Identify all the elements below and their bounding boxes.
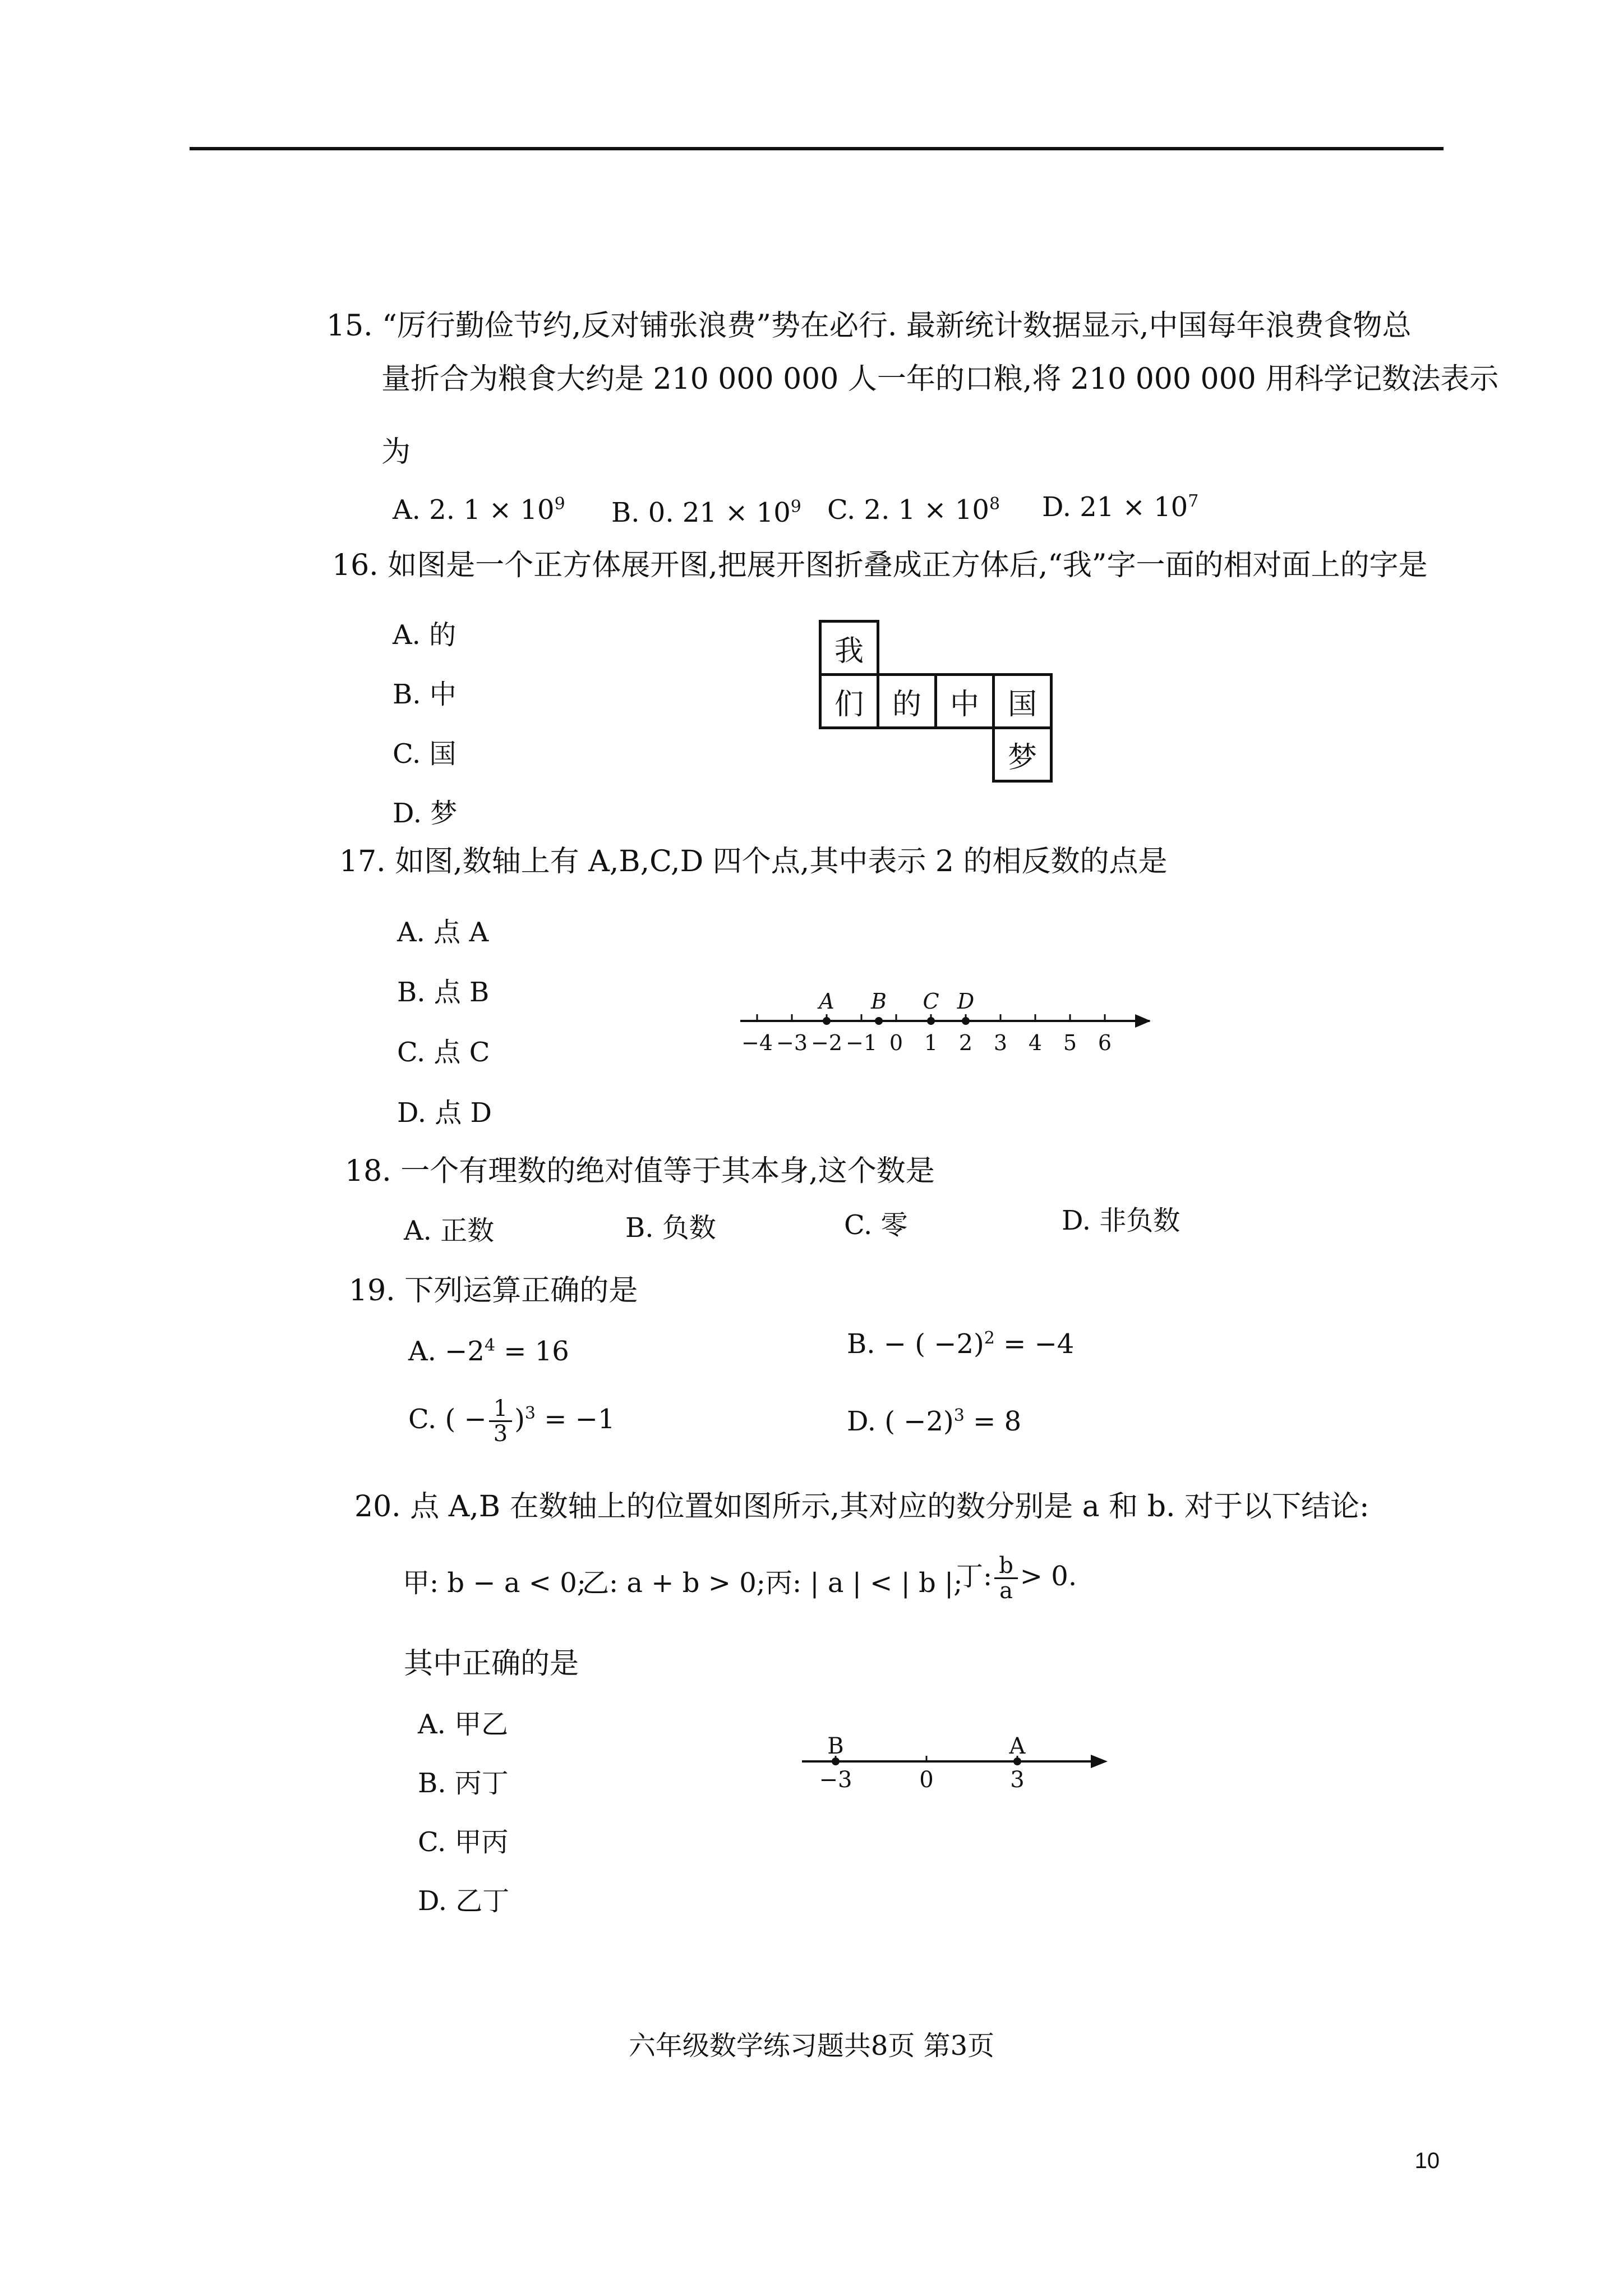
nl17-tick-label--3: −3 [776,1030,808,1055]
cube-face-meng: 梦 [992,726,1053,783]
q19-stem: 19. 下列运算正确的是 [349,1274,638,1308]
nl17-point-label-A: A [819,989,834,1014]
nl17-tick-label-2: 2 [958,1030,973,1055]
nl17-point-label-C: C [923,989,939,1014]
cube-face-wo: 我 [819,620,879,676]
q18-option-a: A. 正数 [404,1215,495,1246]
q20-option-a: A. 甲乙 [418,1709,509,1740]
cube-face-zhong: 中 [934,673,995,729]
q20-option-d: D. 乙丁 [418,1885,510,1917]
number-line-q20 [785,1728,1122,1812]
q20-statement-yi: 乙: a + b > 0; [582,1567,766,1599]
number-line-q20-arrow [1091,1755,1108,1768]
nl17-point-label-B: B [871,989,887,1014]
q19-option-b: B. − ( −2)$^2$ = −4 [847,1328,1075,1360]
nl20-point-label-A: A [1009,1733,1026,1759]
q16-option-c: C. 国 [393,738,457,770]
q16-option-b: B. 中 [393,679,457,710]
q19-option-c: C. ( − $\frac{1}{3}$ )$^3$ = −1 [408,1396,615,1447]
page-footer: 六年级数学练习题共8页 第3页 [628,2030,995,2062]
q15-line1: 15. “厉行勤俭节约,反对铺张浪费”势在必行. 最新统计数据显示,中国每年浪费食物总 [326,309,1412,343]
number-line-q17 [729,976,1166,1060]
cube-face-de: 的 [877,673,937,729]
number-line-q17-arrow [1135,1014,1151,1028]
nl17-point-D [962,1017,970,1025]
q20-which-correct: 其中正确的是 [404,1647,579,1681]
q19-c-fraction: $\frac{1}{3}$ [489,1397,512,1446]
nl17-point-B [875,1017,883,1025]
nl17-point-A [823,1017,831,1025]
q20-statement-ding: 丁: $\frac{b}{a}$ > 0. [956,1553,1077,1604]
nl20-tick-label-0: 0 [919,1767,934,1793]
cube-face-guo: 国 [992,673,1053,729]
q15-option-c: C. 2. $1 \times 10^8$ [827,494,1000,526]
q15-line3: 为 [381,435,411,469]
nl17-tick-label--4: −4 [741,1030,773,1055]
q17-option-a: A. 点 A [397,917,489,948]
q17-option-d: D. 点 D [397,1097,492,1129]
cube-face-men: 们 [819,673,879,729]
q18-option-c: C. 零 [844,1209,908,1241]
nl17-tick-label-3: 3 [993,1030,1008,1055]
q17-stem: 17. 如图,数轴上有 A,B,C,D 四个点,其中表示 2 的相反数的点是 [339,845,1168,878]
top-rule [190,147,1444,150]
nl20-tick-label-3: 3 [1010,1767,1025,1793]
q15-option-a: A. 2. $1 \times 10^9$ [393,494,565,526]
q18-stem: 18. 一个有理数的绝对值等于其本身,这个数是 [345,1154,935,1188]
q15-option-b: B. 0. $21 \times 10^9$ [611,497,801,528]
q15-option-d: D. $21 \times 10^7$ [1042,491,1199,523]
q20-option-b: B. 丙丁 [418,1768,509,1799]
nl17-tick-label-4: 4 [1028,1030,1043,1055]
q19-option-a: A. $-2^4 = 16$ [408,1336,569,1367]
q16-option-a: A. 的 [393,619,457,651]
page-number: 10 [1414,2148,1440,2173]
q18-option-b: B. 负数 [625,1212,716,1244]
q17-option-c: C. 点 C [397,1037,490,1068]
q20-stem: 20. 点 A,B 在数轴上的位置如图所示,其对应的数分别是 a 和 b. 对于以下结论: [354,1490,1370,1524]
q17-option-b: B. 点 B [397,977,490,1008]
q20-statement-jia: 甲: b − a < 0; [403,1567,586,1599]
q16-stem: 16. 如图是一个正方体展开图,把展开图折叠成正方体后,“我”字一面的相对面上的字是 [332,549,1428,582]
nl17-tick-label--1: −1 [845,1030,878,1055]
nl20-tick-label--3: −3 [819,1767,852,1793]
q18-option-d: D. 非负数 [1062,1205,1181,1236]
q20-statement-bing: 丙: | a | < | b |; [766,1567,963,1599]
nl17-tick-label-0: 0 [889,1030,903,1055]
nl17-point-C [927,1017,935,1025]
q19-option-d: D. ( −2)$^3$ = 8 [847,1406,1022,1437]
nl20-point-label-B: B [827,1733,844,1759]
nl17-tick-label-5: 5 [1063,1030,1077,1055]
q20-option-c: C. 甲丙 [418,1826,509,1858]
nl17-tick-label--2: −2 [810,1030,843,1055]
q16-option-d: D. 梦 [393,798,458,829]
nl17-point-label-D: D [957,989,975,1014]
q20-ding-fraction: $\frac{b}{a}$ [994,1554,1018,1603]
nl17-tick-label-6: 6 [1098,1030,1112,1055]
nl17-tick-label-1: 1 [924,1030,938,1055]
q15-line2: 量折合为粮食大约是 210 000 000 人一年的口粮,将 210 000 000 用科学记数法表示 [381,362,1499,396]
